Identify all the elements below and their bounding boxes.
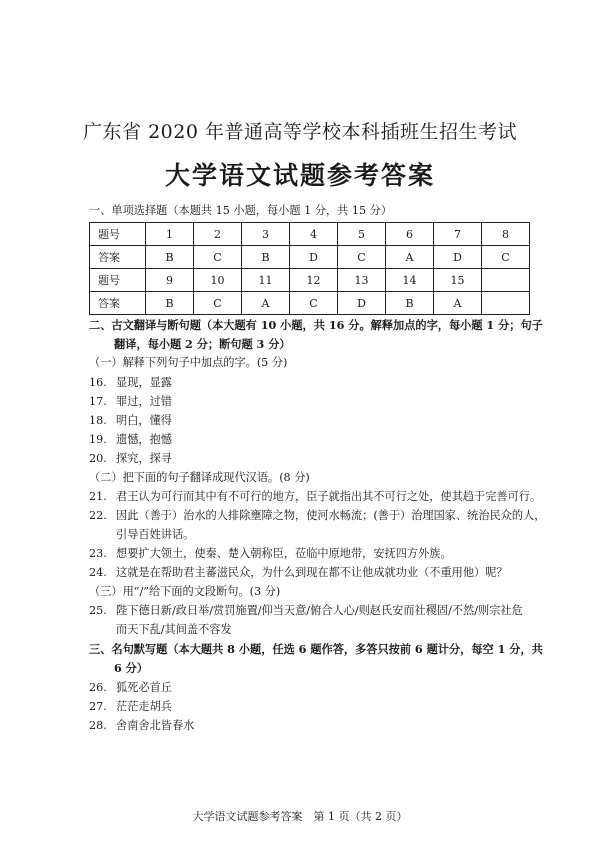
table-cell: 9	[146, 269, 194, 292]
list-item	[89, 414, 172, 428]
table-cell: D	[338, 292, 386, 315]
document-subtitle: 大学语文试题参考答案	[164, 161, 435, 190]
item-number: 24.	[89, 566, 107, 579]
list-item	[89, 547, 452, 561]
part2-heading: （二）把下面的句子翻译成现代汉语。(8 分)	[89, 471, 310, 484]
item-answer: 茫茫走胡兵	[116, 700, 172, 713]
item-number: 17.	[89, 395, 107, 408]
table-cell	[482, 292, 530, 315]
table-row	[90, 223, 530, 246]
page-footer: 大学语文试题参考答案 第 1 页（共 2 页）	[192, 810, 408, 823]
table-cell: B	[242, 246, 290, 269]
item-number: 25.	[89, 604, 107, 617]
table-cell: 4	[290, 223, 338, 246]
answer-table	[89, 222, 530, 315]
table-cell: C	[338, 246, 386, 269]
item-number: 28.	[89, 719, 107, 732]
row-label-question: 题号	[90, 269, 146, 292]
table-cell: 3	[242, 223, 290, 246]
section1-heading: 一、单项选择题（本题共 15 小题，每小题 1 分，共 15 分）	[89, 204, 393, 217]
table-cell: 7	[434, 223, 482, 246]
item-answer: 罪过，过错	[116, 395, 172, 408]
table-cell: 11	[242, 269, 290, 292]
item-number: 20.	[89, 452, 107, 465]
table-cell: B	[146, 246, 194, 269]
list-item	[89, 719, 194, 733]
item-answer: 想要扩大领土，使秦、楚入朝称臣，莅临中原地带，安抚四方外族。	[116, 547, 452, 560]
item-answer: 舍南舍北皆春水	[116, 719, 195, 732]
section2-heading-line1: 二、古文翻译与断句题（本大题有 10 小题，共 16 分。解释加点的字，每小题 1 分；句子	[89, 318, 543, 332]
table-cell: 13	[338, 269, 386, 292]
table-cell: 1	[146, 223, 194, 246]
item-number: 18.	[89, 414, 107, 427]
table-cell: 15	[434, 269, 482, 292]
table-row	[90, 246, 530, 269]
item-answer: 这就是在帮助君主蕃滋民众，为什么到现在都不让他成就功业（不重用他）呢？	[116, 566, 508, 579]
list-item	[89, 566, 508, 580]
item-answer-continued: 而天下乱/其间盖不容发	[116, 623, 232, 636]
item-answer: 明白，懂得	[116, 414, 172, 427]
item-answer-continued: 引导百姓讲话。	[116, 528, 195, 541]
part3-heading: （三）用“/”给下面的文段断句。(3 分)	[89, 585, 281, 598]
list-item	[89, 490, 541, 504]
list-item	[89, 395, 172, 409]
list-item	[89, 433, 172, 447]
item-number: 23.	[89, 547, 107, 560]
list-item	[89, 700, 172, 714]
table-cell: D	[434, 246, 482, 269]
item-number: 21.	[89, 490, 107, 503]
table-cell: 2	[194, 223, 242, 246]
list-item	[89, 604, 523, 618]
section3-heading-line2: 6 分）	[114, 661, 149, 675]
table-cell: C	[482, 246, 530, 269]
table-cell: A	[242, 292, 290, 315]
table-cell: 5	[338, 223, 386, 246]
item-answer: 陛下德日新/政日举/赏罚施置/仰当天意/俯合人心/则赵氏安而社稷固/不然/则宗社危	[116, 604, 523, 617]
table-cell: 12	[290, 269, 338, 292]
row-label-question: 题号	[90, 223, 146, 246]
section3-heading-line1: 三、名句默写题（本大题共 8 小题，任选 6 题作答，多答只按前 6 题计分，每空 1 分，共	[89, 642, 543, 656]
item-answer: 遗憾，抱憾	[116, 433, 172, 446]
list-item	[89, 376, 172, 390]
table-cell: B	[146, 292, 194, 315]
table-cell: C	[194, 246, 242, 269]
table-row	[90, 269, 530, 292]
item-answer: 探究，探寻	[116, 452, 172, 465]
row-label-answer: 答案	[90, 246, 146, 269]
exam-title: 广东省 2020 年普通高等学校本科插班生招生考试	[83, 121, 517, 143]
item-answer: 因此（善于）治水的人排除壅障之物，使河水畅流；(善于）治理国家、统治民众的人，	[116, 509, 546, 522]
item-number: 16.	[89, 376, 107, 389]
item-number: 19.	[89, 433, 107, 446]
table-cell: 14	[386, 269, 434, 292]
table-cell: A	[434, 292, 482, 315]
table-cell: C	[194, 292, 242, 315]
item-answer: 显现，显露	[116, 376, 172, 389]
table-cell: 8	[482, 223, 530, 246]
part1-heading: （一）解释下列句子中加点的字。(5 分)	[89, 356, 288, 369]
row-label-answer: 答案	[90, 292, 146, 315]
item-number: 26.	[89, 681, 107, 694]
item-number: 22.	[89, 509, 107, 522]
table-cell: D	[290, 246, 338, 269]
table-cell: A	[386, 246, 434, 269]
item-answer: 狐死必首丘	[116, 681, 172, 694]
list-item	[89, 452, 172, 466]
table-cell	[482, 269, 530, 292]
item-number: 27.	[89, 700, 107, 713]
table-cell: C	[290, 292, 338, 315]
table-cell: 6	[386, 223, 434, 246]
table-row	[90, 292, 530, 315]
section2-heading-line2: 翻译，每小题 2 分；断句题 3 分）	[114, 337, 291, 351]
list-item	[89, 681, 172, 695]
item-answer: 君王认为可行而其中有不可行的地方，臣子就指出其不可行之处，使其趋于完善可行。	[116, 490, 542, 503]
table-cell: B	[386, 292, 434, 315]
table-cell: 10	[194, 269, 242, 292]
list-item	[89, 509, 546, 523]
